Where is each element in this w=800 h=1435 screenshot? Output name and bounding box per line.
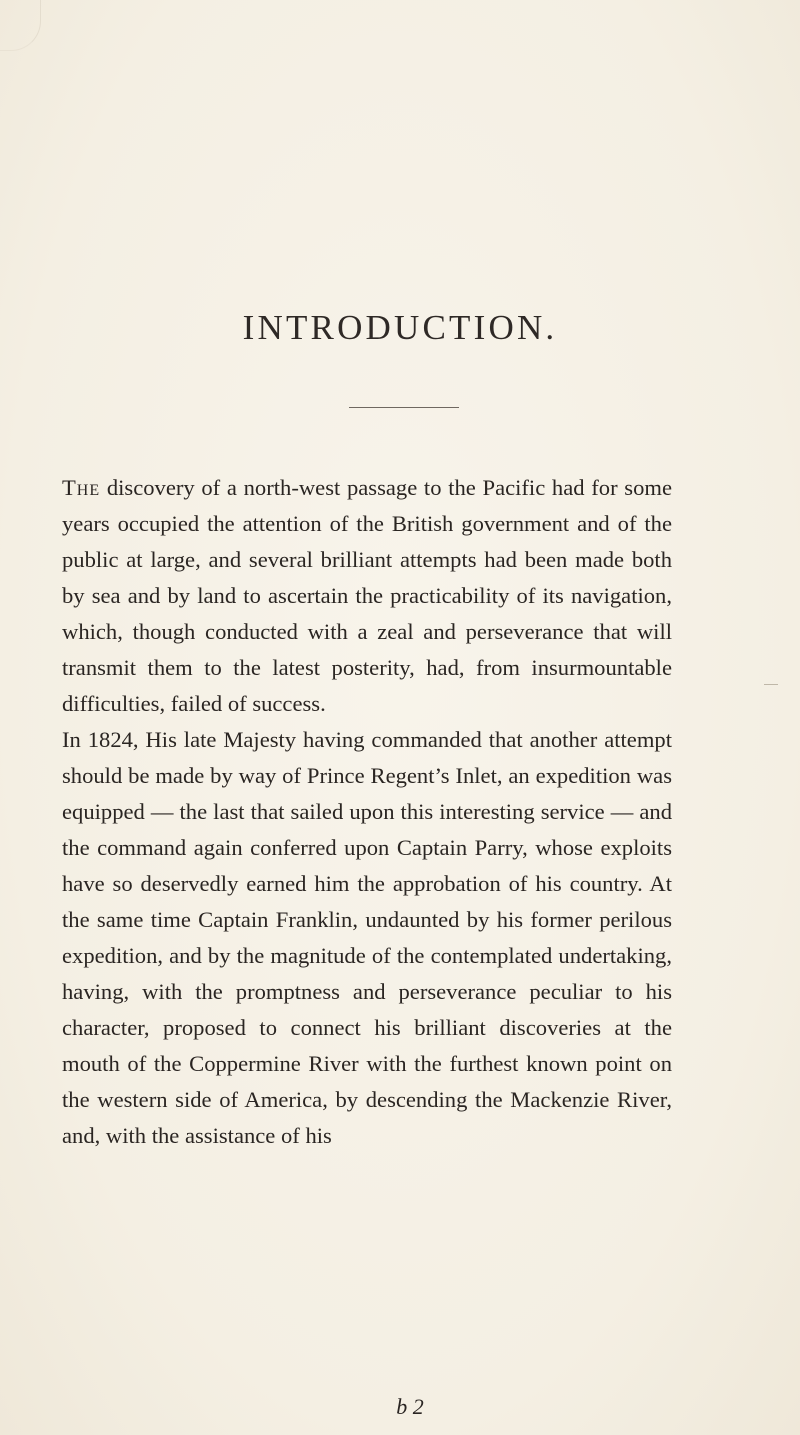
heading-rule xyxy=(349,407,459,408)
margin-tick xyxy=(764,684,778,685)
paragraph-lead-word: The xyxy=(62,475,101,500)
paragraph-1-text: discovery of a north-west passage to the Pacific had for some years occupied the attention of the British government and of the public at large, and several brilliant attempts had been made both by sea and by land to ascertain the practicability of its navigation, which, though conducted with a zeal and perseverance that will transmit them to the latest posterity, had, from insurmountable difficulties, failed of success. xyxy=(62,475,672,716)
chapter-heading: INTRODUCTION. xyxy=(242,308,558,347)
paragraph-2-text: In 1824, His late Majesty having commanded that another attempt should be made by way of Prince Regent’s Inlet, an expedition was equipped — the last that sailed upon this interesting service — and the command again conferred upon Captain Parry, whose exploits have so deservedly earned him the approbation of his country. At the same time Captain Franklin, undaunted by his former perilous expedition, and by the magnitude of the contemplated undertaking, having, with the promptness and perseverance peculiar to his character, proposed to connect his brilliant discoveries at the mouth of the Coppermine River with the furthest known point on the western side of America, by descending the Mackenzie River, and, with the assistance of his xyxy=(62,727,672,1148)
paragraph-2 xyxy=(62,722,672,1154)
signature-mark: b 2 xyxy=(396,1394,424,1419)
page-corner-mark xyxy=(0,0,41,51)
paragraph-1 xyxy=(62,470,672,722)
body-text xyxy=(62,470,672,1154)
